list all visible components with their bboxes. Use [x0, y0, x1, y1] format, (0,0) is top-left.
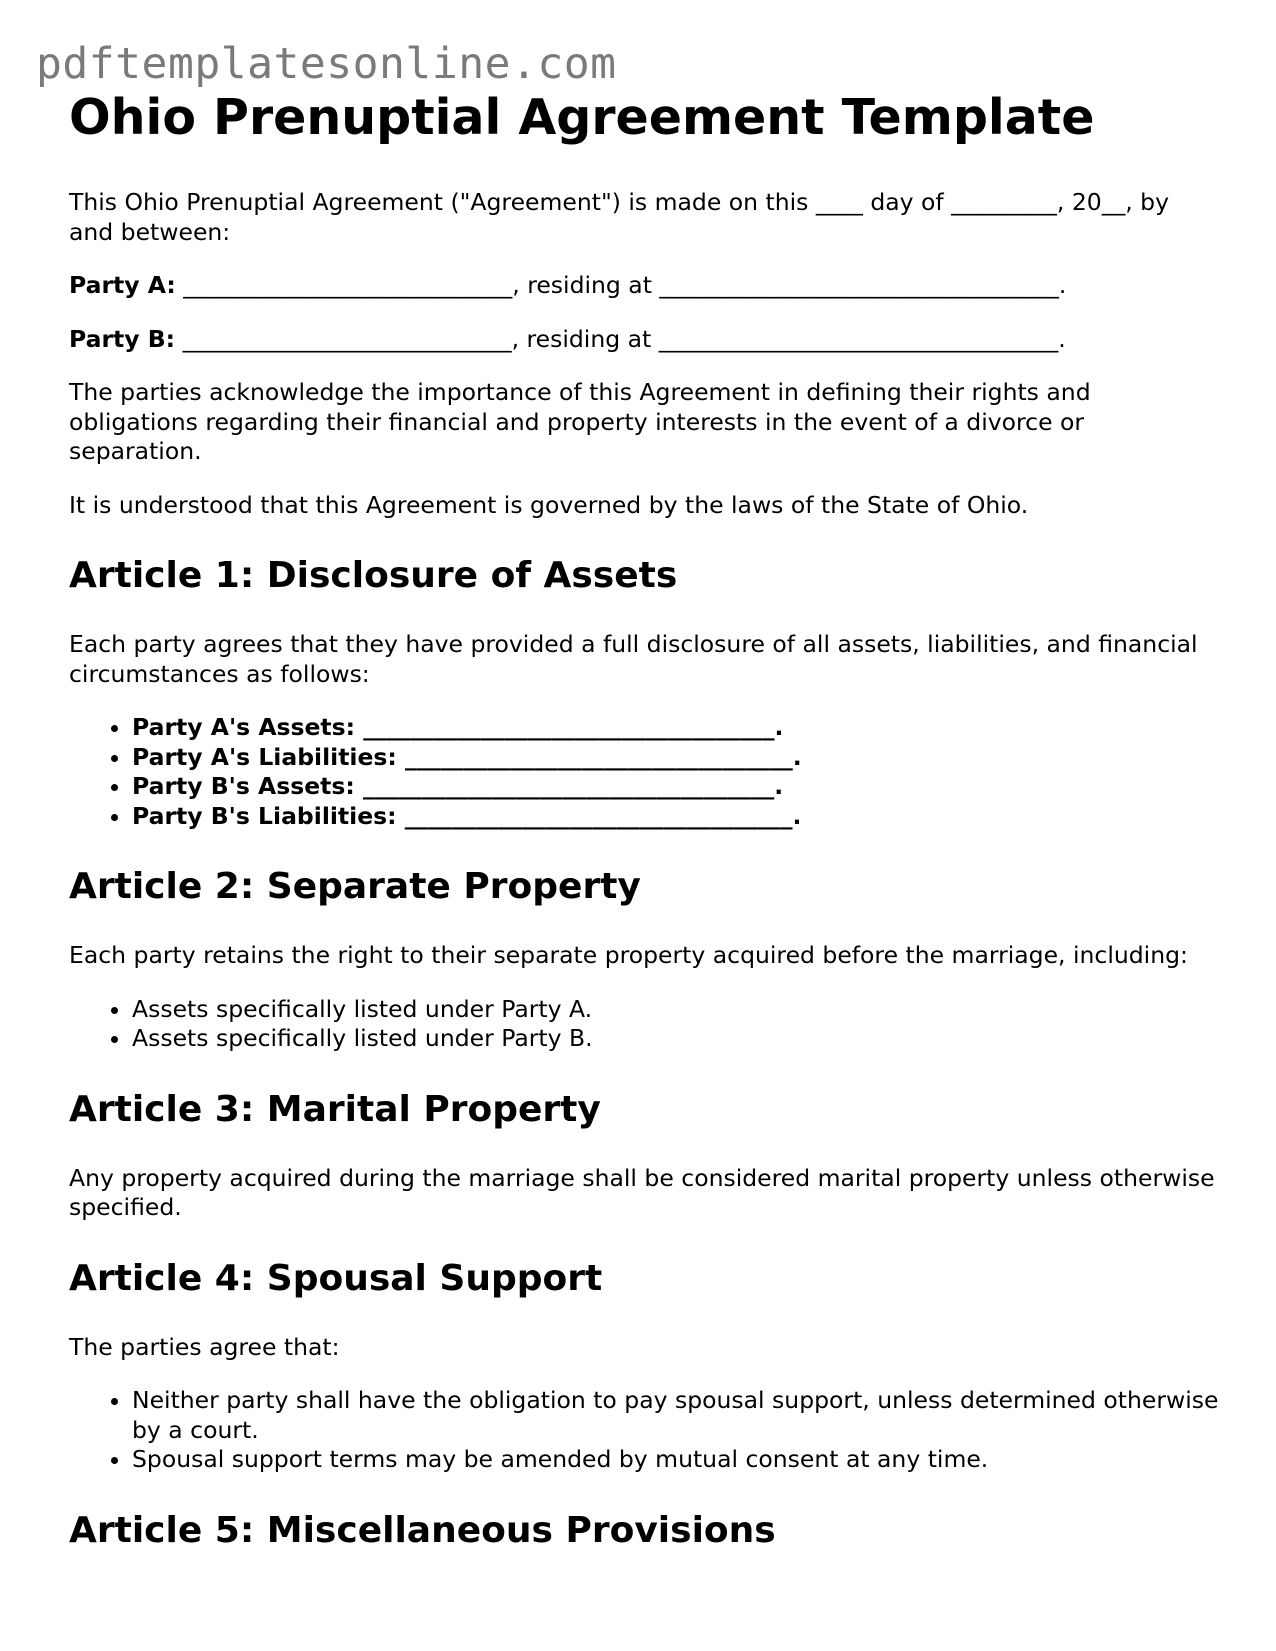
list-item: • Neither party shall have the obligation to pay spousal support, unless determined otherwise by a court.: [132, 1386, 1219, 1445]
watermark-text: pdftemplatesonline.com: [36, 39, 617, 89]
list-item: • Party A's Liabilities: _________________________________.: [132, 743, 1219, 773]
acknowledge-paragraph: The parties acknowledge the importance of this Agreement in defining their rights and obligations regarding their financial and property interests in the event of a divorce or separation.: [69, 378, 1091, 465]
article-3-heading: Article 3: Marital Property: [69, 1088, 601, 1130]
article-3-text: Any property acquired during the marriage shall be considered marital property unless otherwise specified.: [69, 1163, 1215, 1221]
list-item: • Spousal support terms may be amended by mutual consent at any time.: [132, 1445, 1219, 1475]
article-4-heading: Article 4: Spousal Support: [69, 1257, 603, 1299]
list-item: • Assets specifically listed under Party A.: [132, 995, 1219, 1025]
article-2-text: Each party retains the right to their separate property acquired before the marriage, including:: [69, 941, 1188, 969]
article-1-text: Each party agrees that they have provided a full disclosure of all assets, liabilities, and financial circumstances as follows:: [69, 630, 1198, 688]
party-a-line: [69, 271, 1219, 301]
article-1-list: [69, 713, 1219, 831]
document-body: [69, 86, 1219, 1585]
article-2-list: [69, 995, 1219, 1054]
intro-paragraph: This Ohio Prenuptial Agreement ("Agreement") is made on this ____ day of _________, 20__, by and between:: [69, 188, 1170, 246]
article-5-heading: Article 5: Miscellaneous Provisions: [69, 1509, 776, 1551]
list-item: • Party B's Liabilities: _________________________________.: [132, 802, 1219, 832]
page-title: Ohio Prenuptial Agreement Template: [69, 89, 1095, 146]
list-item: • Party B's Assets: ___________________________________.: [132, 772, 1219, 802]
party-b-line: [69, 325, 1219, 355]
list-item: • Assets specifically listed under Party B.: [132, 1024, 1219, 1054]
governed-paragraph: It is understood that this Agreement is governed by the laws of the State of Ohio.: [69, 490, 1029, 519]
party-a-blanks: ____________________________, residing at __________________________________.: [175, 271, 1067, 299]
party-b-label: Party B:: [69, 324, 176, 353]
list-item: • Party A's Assets: ___________________________________.: [132, 713, 1219, 743]
article-2-heading: Article 2: Separate Property: [69, 866, 641, 907]
article-4-list: [69, 1386, 1219, 1475]
article-4-text: The parties agree that:: [69, 1332, 340, 1361]
party-b-blanks: ____________________________, residing at __________________________________.: [175, 324, 1066, 353]
article-1-heading: Article 1: Disclosure of Assets: [69, 555, 678, 596]
party-a-label: Party A:: [69, 271, 176, 299]
